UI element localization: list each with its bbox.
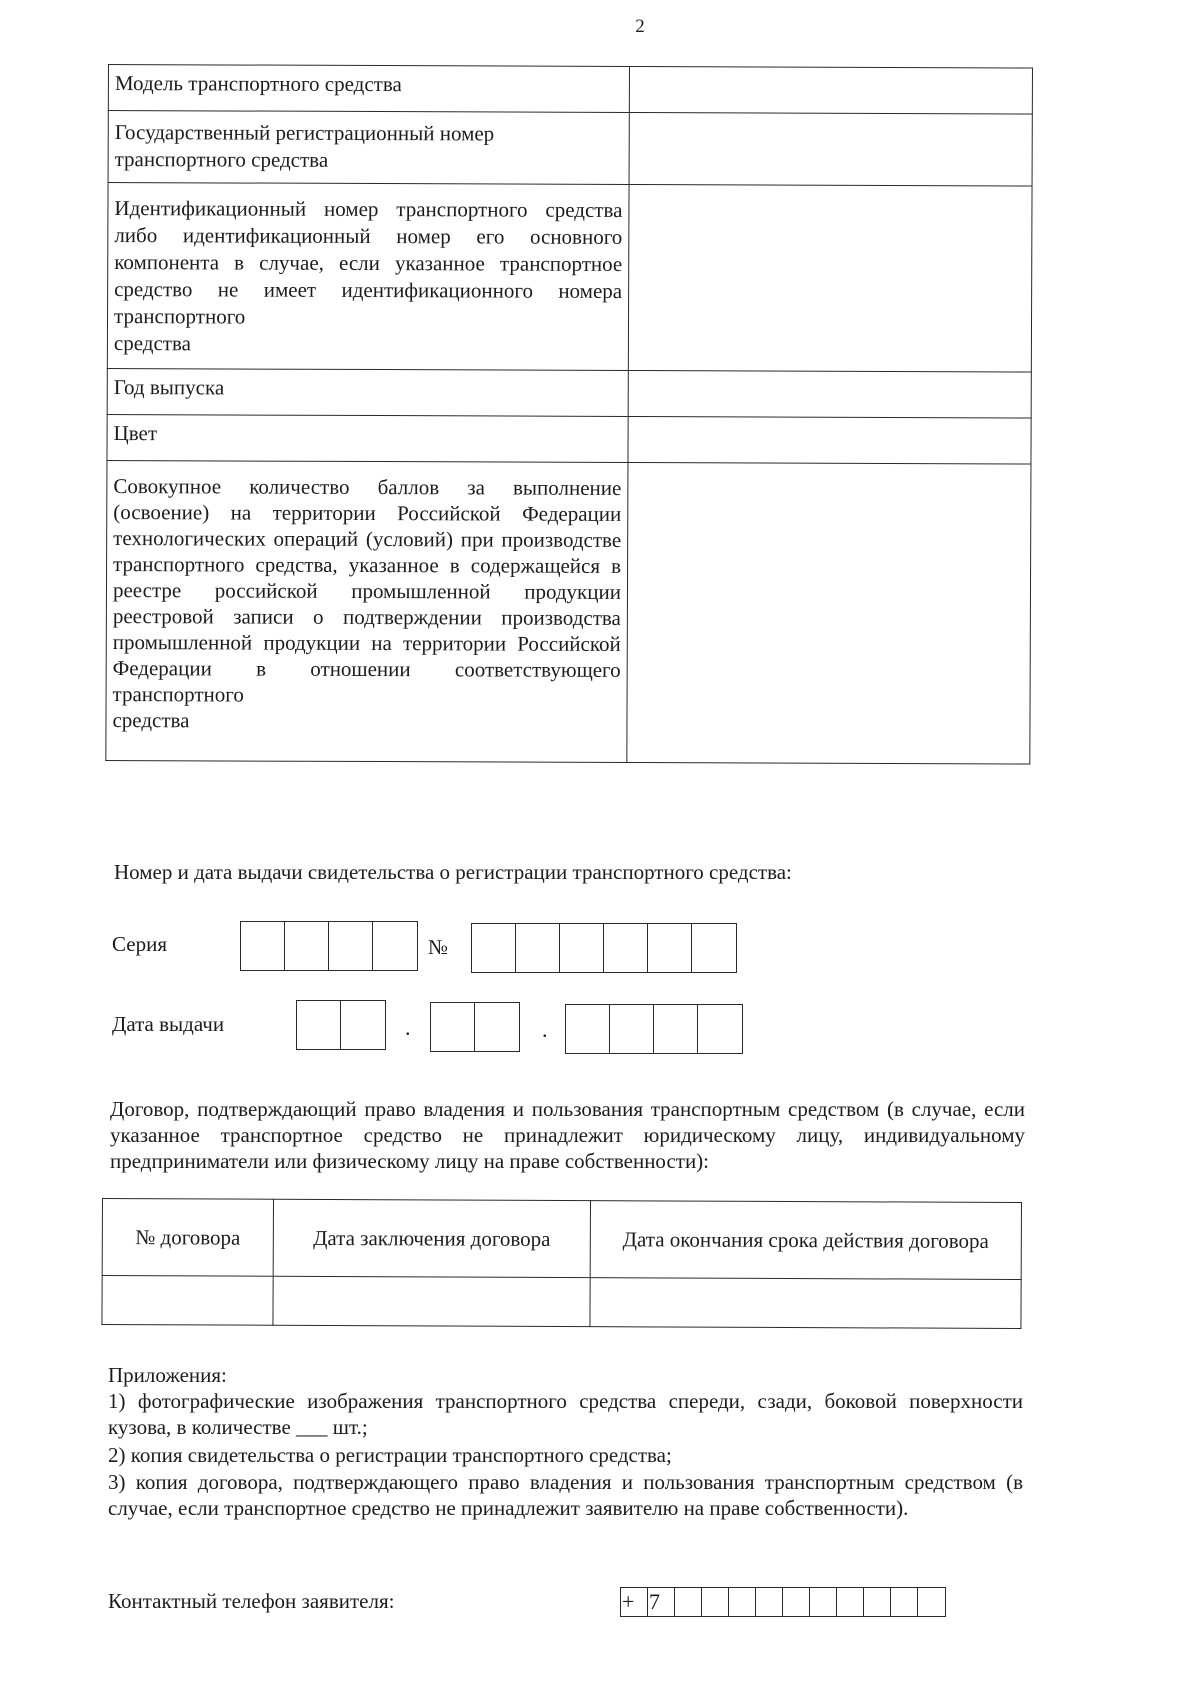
table-row: [102, 1276, 1021, 1329]
vin-label-text: Идентификационный номер транспортного средства либо идентификационный номер его основного компонента в случае, если указанное транспортное средство не имеет идентификационного номера транспортного: [113, 196, 623, 329]
phone-label: Контактный телефон заявителя:: [108, 1589, 395, 1613]
column-header: № договора: [102, 1199, 273, 1277]
date-box[interactable]: [475, 1003, 519, 1051]
series-label: Серия: [112, 932, 167, 956]
vin-label-last-line: средства: [113, 331, 191, 356]
issue-year-input[interactable]: [565, 1004, 743, 1054]
vehicle-info-table: [105, 64, 1033, 765]
attachment-item: 1) фотографические изображения транспортного средства спереди, сзади, боковой поверхности кузова, в количестве ___ шт.;: [108, 1389, 1023, 1439]
vin-field[interactable]: [628, 185, 1032, 373]
date-box[interactable]: [654, 1005, 698, 1053]
attachments-heading: Приложения:: [108, 1363, 227, 1387]
table-row: [107, 183, 1032, 373]
score-label: [106, 460, 628, 762]
color-field[interactable]: [628, 416, 1031, 464]
column-header: Дата заключения договора: [273, 1199, 590, 1277]
phone-input[interactable]: [620, 1587, 946, 1617]
contract-number-field[interactable]: [102, 1276, 273, 1326]
number-box[interactable]: [692, 924, 736, 972]
date-separator: .: [542, 1017, 548, 1042]
date-separator: .: [405, 1015, 411, 1040]
score-label-text: Совокупное количество баллов за выполнение (освоение) на территории Российской Федерации технологических операций (условий) при производстве транспортного средства, указанное в содержащейся в реестре российской промышленной продукции реестровой записи о подтверждении производства промышленной продукции на территории Российской Федерации в отношении соответствующего транспортного: [112, 474, 622, 707]
series-box[interactable]: [285, 922, 329, 970]
phone-digit-box[interactable]: [702, 1588, 729, 1616]
contract-heading: Договор, подтверждающий право владения и пользования транспортным средством (в случае, если указанное транспортное средство не принадлежит юридическому лицу, индивидуальному предприниматели или физическому лицу на праве собственности):: [110, 1097, 1025, 1173]
table-row: [108, 65, 1032, 115]
vin-label: [107, 183, 629, 371]
contract-table: [101, 1198, 1022, 1329]
series-input[interactable]: [240, 921, 418, 971]
phone-digit-box[interactable]: [675, 1588, 702, 1616]
contract-date-field[interactable]: [273, 1276, 590, 1326]
phone-country-code: 7: [648, 1588, 675, 1616]
table-row: [107, 368, 1031, 418]
phone-plus: +: [621, 1588, 648, 1616]
date-box[interactable]: [341, 1001, 385, 1049]
series-box[interactable]: [329, 922, 373, 970]
date-box[interactable]: [698, 1005, 742, 1053]
color-label: Цвет: [107, 414, 628, 462]
phone-digit-box[interactable]: [783, 1588, 810, 1616]
number-box[interactable]: [516, 924, 560, 972]
phone-digit-box[interactable]: [864, 1588, 891, 1616]
number-input[interactable]: [471, 923, 737, 973]
number-box[interactable]: [472, 924, 516, 972]
date-box[interactable]: [297, 1001, 341, 1049]
vehicle-model-field[interactable]: [629, 67, 1032, 115]
reg-number-field[interactable]: [629, 113, 1032, 187]
number-label: №: [428, 935, 449, 959]
table-row: [108, 111, 1032, 187]
phone-digit-box[interactable]: [891, 1588, 918, 1616]
table-row: [106, 460, 1031, 764]
issue-day-input[interactable]: [296, 1000, 386, 1050]
contract-end-date-field[interactable]: [590, 1278, 1021, 1329]
number-box[interactable]: [604, 924, 648, 972]
issue-month-input[interactable]: [430, 1002, 520, 1052]
date-box[interactable]: [431, 1003, 475, 1051]
reg-number-label: Государственный регистрационный номер транспортного средства: [108, 111, 629, 185]
phone-digit-box[interactable]: [837, 1588, 864, 1616]
series-box[interactable]: [241, 922, 285, 970]
score-label-last-line: средства: [112, 708, 190, 733]
number-box[interactable]: [648, 924, 692, 972]
year-field[interactable]: [628, 371, 1031, 419]
phone-digit-box[interactable]: [918, 1588, 945, 1616]
score-field[interactable]: [627, 462, 1031, 764]
attachment-item: 3) копия договора, подтверждающего право владения и пользования транспортным средством (в случае, если транспортное средство не принадлежит заявителю на праве собственности).: [108, 1470, 1023, 1520]
table-row: [107, 414, 1031, 464]
year-label: Год выпуска: [107, 368, 628, 416]
issue-date-label: Дата выдачи: [112, 1012, 225, 1036]
page-number: 2: [635, 16, 645, 37]
phone-digit-box[interactable]: [810, 1588, 837, 1616]
vehicle-model-label: Модель транспортного средства: [108, 65, 629, 113]
phone-digit-box[interactable]: [729, 1588, 756, 1616]
date-box[interactable]: [566, 1005, 610, 1053]
attachment-item: 2) копия свидетельства о регистрации транспортного средства;: [108, 1443, 672, 1467]
phone-digit-box[interactable]: [756, 1588, 783, 1616]
column-header: Дата окончания срока действия договора: [590, 1201, 1021, 1280]
date-box[interactable]: [610, 1005, 654, 1053]
registration-heading: Номер и дата выдачи свидетельства о регистрации транспортного средства:: [114, 860, 792, 884]
series-box[interactable]: [373, 922, 417, 970]
table-header-row: [102, 1199, 1021, 1280]
number-box[interactable]: [560, 924, 604, 972]
